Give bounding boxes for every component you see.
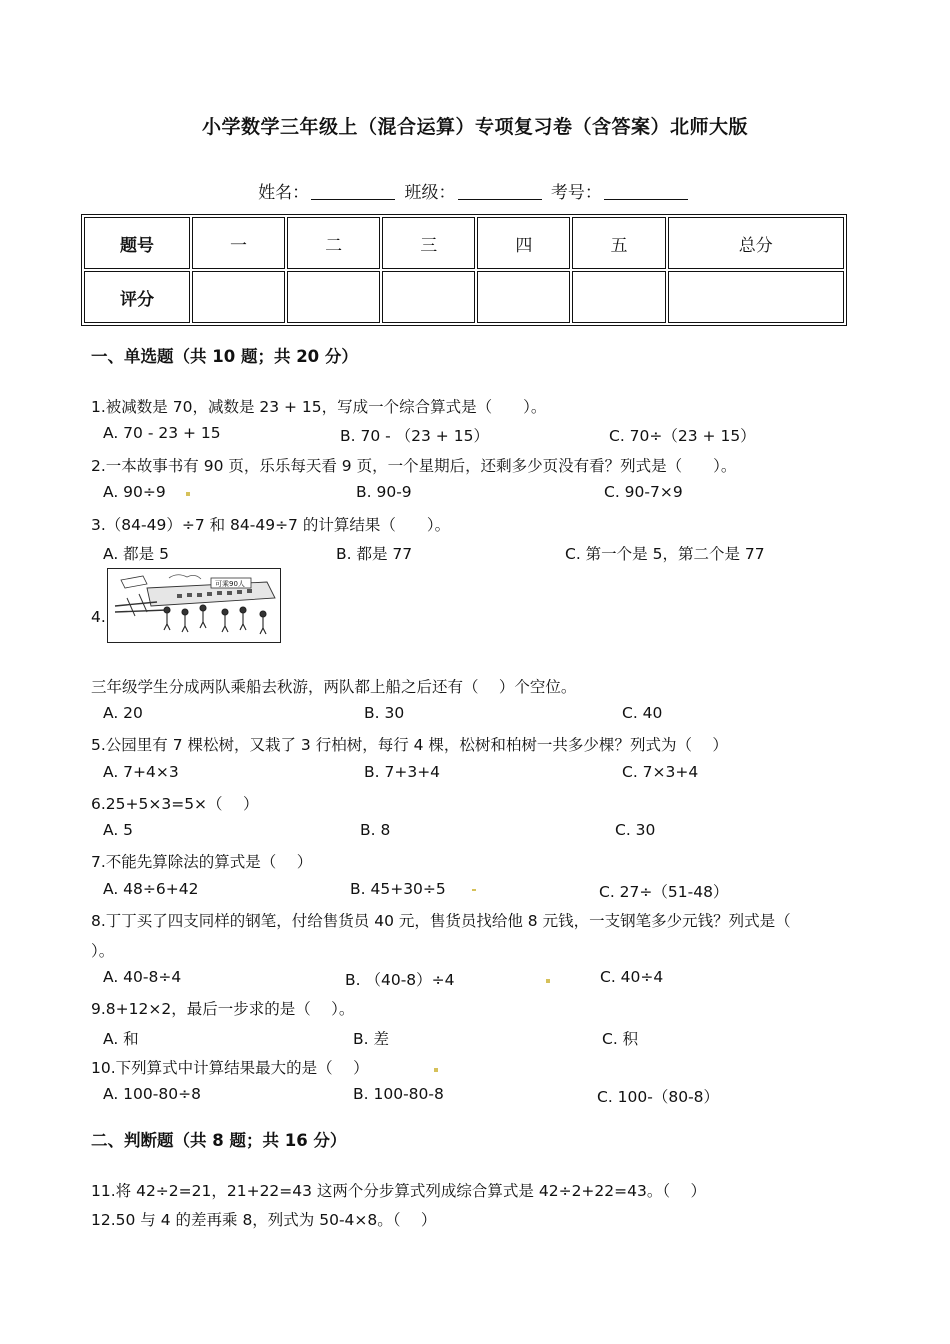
table-cell: 五 — [572, 217, 665, 269]
score-table-header-row — [84, 217, 844, 269]
option-a: A. 48÷6+42 — [103, 880, 199, 898]
boat-sign-text: 可乘90人 — [215, 580, 245, 588]
option-b: B. 45+30÷5 — [350, 880, 446, 898]
name-label: 姓名： — [258, 183, 310, 203]
question-text: 6.25+5×3=5×（ ） — [91, 795, 259, 813]
option-a: A. 100-80÷8 — [103, 1085, 201, 1103]
question-text: 9.8+12×2，最后一步求的是（ ）。 — [91, 1000, 355, 1018]
option-b: B. 7+3+4 — [364, 763, 441, 781]
option-c: C. 100-（80-8） — [597, 1088, 720, 1106]
option-a: A. 7+4×3 — [103, 763, 179, 781]
option-c: C. 27÷（51-48） — [599, 883, 729, 901]
option-a: A. 90÷9 — [103, 483, 166, 501]
table-cell: 评分 — [84, 271, 190, 323]
question-text: 7.不能先算除法的算式是（ ） — [91, 853, 313, 871]
question-text-continued: ）。 — [91, 942, 115, 960]
page-title: 小学数学三年级上（混合运算）专项复习卷（含答案）北师大版 — [201, 116, 748, 138]
question-text: 1.被减数是 70，减数是 23 + 15，写成一个综合算式是（ ）。 — [91, 398, 547, 416]
table-cell: 一 — [192, 217, 285, 269]
boat-illustration — [107, 568, 281, 643]
class-blank[interactable] — [458, 183, 542, 200]
scan-mark — [186, 492, 190, 496]
option-c: C. 40 — [622, 704, 663, 722]
question-text: 三年级学生分成两队乘船去秋游，两队都上船之后还有（ ）个空位。 — [91, 678, 577, 696]
score-cell[interactable] — [192, 271, 285, 323]
option-b: B. 都是 77 — [336, 545, 413, 563]
option-b: B. 70 - （23 + 15） — [340, 427, 489, 445]
option-a: A. 70 - 23 + 15 — [103, 424, 221, 442]
option-a: A. 20 — [103, 704, 143, 722]
table-cell: 题号 — [84, 217, 190, 269]
section-heading: 二、判断题（共 8 题；共 16 分） — [91, 1131, 347, 1150]
question-text: 8.丁丁买了四支同样的钢笔，付给售货员 40 元，售货员找给他 8 元钱，一支钢笔多少元钱？列式是（ — [91, 912, 791, 930]
score-cell[interactable] — [572, 271, 665, 323]
option-c: C. 第一个是 5，第二个是 77 — [565, 545, 765, 563]
option-b: B. 100-80-8 — [353, 1085, 444, 1103]
option-b: B. 8 — [360, 821, 391, 839]
score-cell[interactable] — [287, 271, 380, 323]
option-a: A. 5 — [103, 821, 134, 839]
question-number: 4. — [91, 608, 106, 626]
option-b: B. （40-8）÷4 — [345, 971, 455, 989]
option-c: C. 30 — [615, 821, 656, 839]
score-cell[interactable] — [477, 271, 570, 323]
table-cell: 四 — [477, 217, 570, 269]
table-cell: 总分 — [668, 217, 844, 269]
score-table — [81, 214, 847, 326]
scan-mark — [472, 889, 476, 891]
question-text: 2.一本故事书有 90 页，乐乐每天看 9 页，一个星期后，还剩多少页没有看？列式是（ ）。 — [91, 457, 737, 475]
exam-number-blank[interactable] — [604, 183, 688, 200]
score-cell[interactable] — [382, 271, 475, 323]
option-c: C. 90-7×9 — [604, 483, 683, 501]
option-c: C. 40÷4 — [600, 968, 664, 986]
question-text: 11.将 42÷2=21，21+22=43 这两个分步算式列成综合算式是 42÷2+22=43。（ ） — [91, 1182, 707, 1200]
option-a: A. 40-8÷4 — [103, 968, 182, 986]
table-cell: 三 — [382, 217, 475, 269]
section-heading: 一、单选题（共 10 题；共 20 分） — [91, 347, 358, 366]
option-a: A. 都是 5 — [103, 545, 169, 563]
table-cell: 二 — [287, 217, 380, 269]
scan-mark — [546, 979, 550, 983]
score-table-score-row — [84, 271, 844, 323]
boat-picture-icon — [107, 568, 281, 643]
name-blank[interactable] — [311, 183, 395, 200]
question-text: 12.50 与 4 的差再乘 8，列式为 50-4×8。（ ） — [91, 1211, 437, 1229]
exam-number-label: 考号： — [550, 183, 602, 203]
scan-mark — [434, 1068, 438, 1072]
option-c: C. 7×3+4 — [622, 763, 699, 781]
class-label: 班级： — [404, 183, 456, 203]
option-b: B. 90-9 — [356, 483, 412, 501]
option-c: C. 积 — [602, 1030, 639, 1048]
option-b: B. 30 — [364, 704, 405, 722]
option-c: C. 70÷（23 + 15） — [609, 427, 756, 445]
option-a: A. 和 — [103, 1030, 139, 1048]
question-text: 10.下列算式中计算结果最大的是（ ） — [91, 1059, 369, 1077]
question-text: 3.（84-49）÷7 和 84-49÷7 的计算结果（ ）。 — [91, 516, 451, 534]
score-cell[interactable] — [668, 271, 844, 323]
student-info-line — [0, 178, 950, 203]
option-b: B. 差 — [353, 1030, 389, 1048]
question-text: 5.公园里有 7 棵松树，又栽了 3 行柏树，每行 4 棵，松树和柏树一共多少棵？列式为（ ） — [91, 736, 728, 754]
